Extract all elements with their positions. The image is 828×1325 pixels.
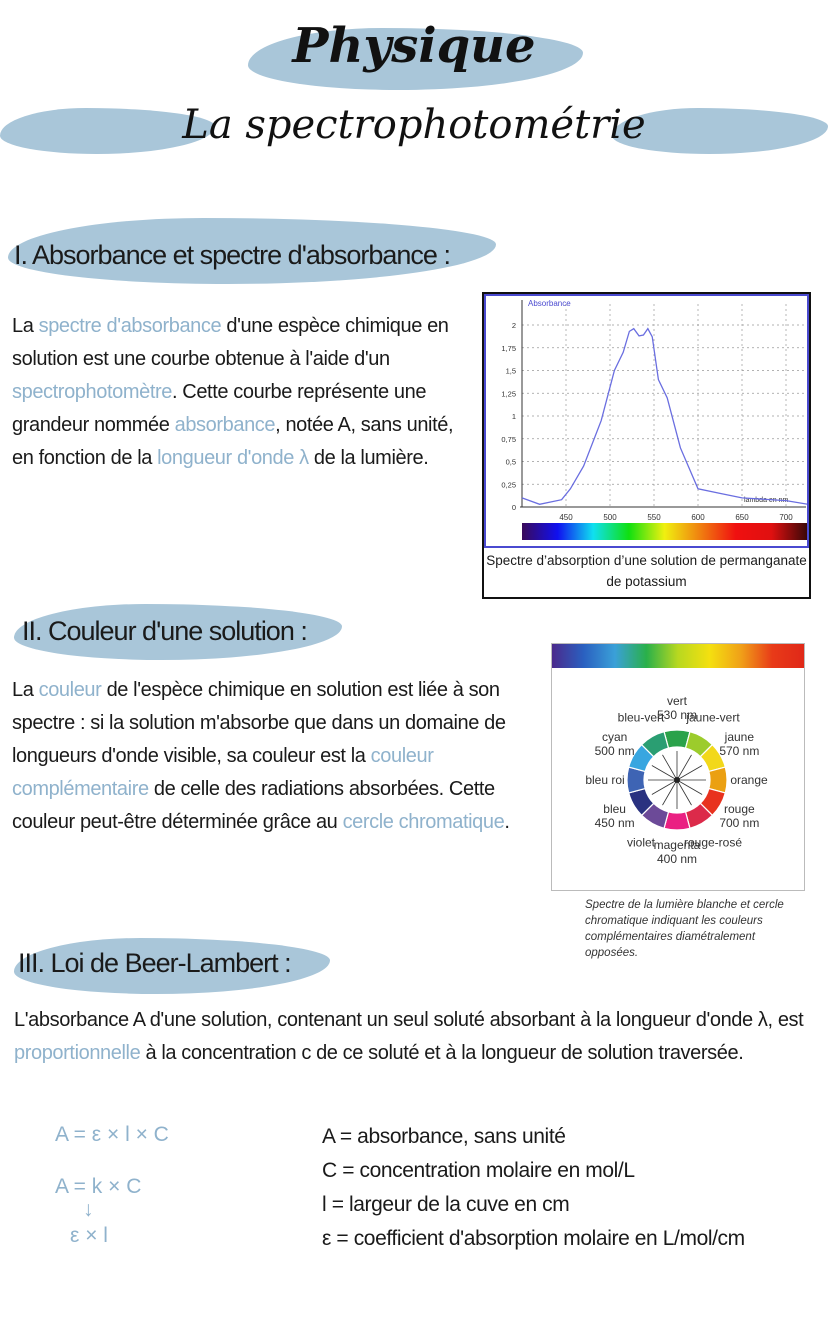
page-title: Physique	[292, 18, 536, 74]
x-tick-label: 550	[647, 513, 661, 522]
wheel-label: rouge-rosé	[683, 835, 743, 850]
wheel-label: cyan	[601, 730, 628, 744]
wheel-label: violet	[626, 835, 656, 850]
section-heading-2: II. Couleur d'une solution :	[22, 616, 307, 646]
absorption-chart	[484, 294, 809, 548]
wheel-wavelength: 570 nm	[719, 744, 760, 758]
wheel-label: rouge	[724, 802, 755, 816]
page-subtitle: La spectrophotométrie	[182, 102, 646, 148]
y-tick-label: 1,25	[501, 389, 516, 399]
y-axis-label: Absorbance	[528, 299, 571, 308]
wheel-label: bleu-vert	[617, 710, 665, 725]
legend-item: C = concentration molaire en mol/L	[322, 1159, 635, 1182]
section2-paragraph: La couleur de l'espèce chimique en solution est liée à son spectre : si la solution m'absorbe que dans un domaine de longueurs d'onde visible, sa couleur est la couleur complémentaire de celle des radiations absorbées. Cette couleur peut-être déterminée grâce au cercle chromatique.	[12, 679, 510, 833]
wheel-wavelength: 530 nm	[656, 708, 698, 722]
y-tick-label: 0,75	[501, 434, 516, 444]
arrow-down-icon: ↓	[83, 1198, 94, 1221]
wheel-label: orange	[730, 773, 768, 787]
x-tick-label: 600	[691, 513, 705, 522]
wheel-wavelength: 700 nm	[719, 816, 760, 830]
y-tick-label: 0	[511, 503, 516, 512]
legend-item: ε = coefficient d'absorption molaire en L/mol/cm	[322, 1227, 745, 1250]
color-wheel-figure	[551, 643, 805, 891]
wheel-wavelength: 500 nm	[594, 744, 635, 758]
white-light-spectrum	[552, 644, 804, 668]
y-tick-label: 1	[511, 412, 516, 421]
x-tick-label: 500	[603, 513, 617, 522]
x-tick-label: 700	[779, 513, 793, 522]
wheel-label: bleu	[603, 802, 626, 816]
formula-legend	[322, 1120, 822, 1256]
wheel-label: jaune-vert	[686, 710, 740, 725]
formula-beer-lambert: A = ε × l × C	[55, 1123, 169, 1146]
wheel-caption: Spectre de la lumière blanche et cercle chromatique indiquant les couleurs complémentaires diamétralement opposées.	[585, 899, 784, 959]
wheel-label: vert	[666, 694, 688, 708]
x-axis-label: lambda en nm	[744, 497, 789, 504]
y-tick-label: 0,25	[501, 480, 516, 490]
y-tick-label: 1,75	[501, 343, 516, 353]
wheel-wavelength: 400 nm	[656, 852, 698, 866]
legend-item: l = largeur de la cuve en cm	[322, 1193, 570, 1216]
section3-paragraph: L'absorbance A d'une solution, contenant un seul soluté absorbant à la longueur d'onde λ, est proportionnelle à la concentration c de ce soluté et à la longueur de solution traversée.	[14, 1009, 804, 1064]
formula-proportional: A = k × C	[55, 1175, 142, 1198]
section-heading-3: III. Loi de Beer-Lambert :	[18, 948, 291, 978]
section-heading-1: I. Absorbance et spectre d'absorbance :	[14, 240, 450, 270]
absorbance-curve	[522, 329, 808, 505]
legend-item: A = absorbance, sans unité	[322, 1125, 566, 1148]
wheel-label: bleu roi	[585, 773, 625, 787]
color-wheel	[552, 668, 804, 890]
wheel-label: magenta	[653, 838, 701, 852]
x-tick-label: 650	[735, 513, 749, 522]
y-tick-label: 2	[511, 321, 516, 330]
y-tick-label: 1,5	[505, 366, 516, 376]
formula-k: ε × l	[70, 1224, 108, 1247]
y-tick-label: 0,5	[505, 457, 516, 467]
wheel-label: jaune	[724, 730, 755, 744]
x-tick-label: 450	[559, 513, 573, 522]
section1-paragraph: La spectre d'absorbance d'une espèce chimique en solution est une courbe obtenue à l'aide d'un spectrophotomètre. Cette courbe représente une grandeur nommée absorbance, notée A, sans unité, en fonction de la longueur d'onde λ de la lumière.	[12, 315, 454, 469]
absorption-figure	[482, 292, 811, 599]
figure-caption: Spectre d’absorption d’une solution de permanganate de potassium	[486, 553, 807, 589]
visible-spectrum-bar	[522, 523, 807, 540]
wheel-wavelength: 450 nm	[594, 816, 635, 830]
wheel-center	[674, 777, 680, 783]
